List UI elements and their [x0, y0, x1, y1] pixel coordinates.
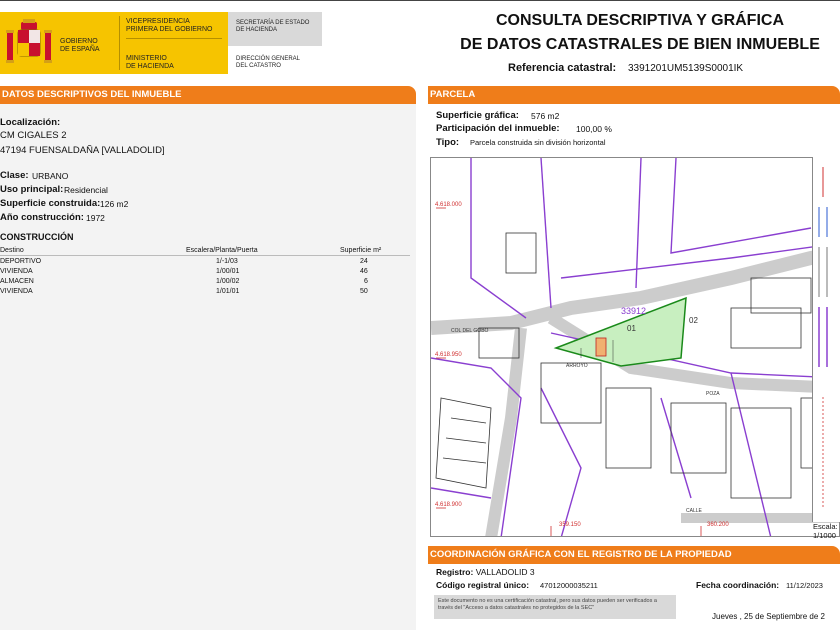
cadastral-map[interactable] [430, 157, 840, 537]
ministerio-label: MINISTERIO DE HACIENDA [126, 55, 174, 70]
street-del-gobo-label: COL DEL GOBO [451, 328, 489, 334]
ref-catastral-value: 3391201UM5139S0001IK [628, 63, 744, 74]
section-bar-coordinacion: COORDINACIÓN GRÁFICA CON EL REGISTRO DE LA PROPIEDAD [428, 546, 840, 564]
document-title-line2: DE DATOS CATASTRALES DE BIEN INMUEBLE [460, 36, 820, 53]
clase-label: Clase: [0, 170, 29, 181]
logo-divider-h [126, 38, 222, 39]
ref-catastral-label: Referencia catastral: [508, 62, 617, 74]
col-superficie: Superficie m² [340, 247, 382, 254]
subparcel-label-02: 02 [689, 316, 698, 325]
map-legend-strip [812, 157, 840, 522]
parcel-building-marker [596, 338, 606, 356]
escala-label: Escala: [813, 522, 838, 531]
coord-x2-label: 360.200 [707, 522, 729, 528]
table-row: VIVIENDA 1/00/01 46 [0, 268, 368, 275]
datos-descriptivos-panel [0, 104, 416, 630]
address-line2: 47194 FUENSALDAÑA [VALLADOLID] [0, 145, 165, 156]
street-poza-label: POZA [706, 391, 720, 397]
uso-label: Uso principal: [0, 184, 64, 195]
participacion-value: 100,00 % [576, 124, 612, 134]
codigo-value: 47012000035211 [540, 581, 598, 590]
document-title-line1: CONSULTA DESCRIPTIVA Y GRÁFICA [495, 12, 784, 29]
table-row: ALMACEN 1/00/02 6 [0, 278, 368, 285]
parcel-number-label: 33912 [621, 306, 647, 316]
construccion-table-header [0, 247, 410, 256]
registro-value: VALLADOLID 3 [475, 567, 535, 577]
superficie-value: 126 m2 [100, 199, 129, 209]
section-bar-parcela: PARCELA [428, 86, 840, 104]
coord-top-label: 4.618.000 [435, 202, 462, 208]
map-drawing [431, 158, 840, 537]
coord-bot-label: 4.618.900 [435, 502, 462, 508]
col-destino: Destino [0, 247, 24, 254]
col-escalera: Escalera/Planta/Puerta [186, 247, 258, 254]
spain-coat-of-arms-icon [5, 18, 53, 68]
secretaria-label: SECRETARÍA DE ESTADO DE HACIENDA [236, 20, 310, 33]
coord-mid-label: 4.618.950 [435, 352, 462, 358]
registro-label: Registro: VALLADOLID 3 [436, 567, 535, 577]
subparcel-label-01: 01 [627, 324, 636, 333]
logo-divider [119, 16, 120, 70]
construccion-title: CONSTRUCCIÓN [0, 232, 74, 242]
legend-drawing [813, 157, 840, 522]
escala-value: 1/1000 [813, 531, 836, 540]
clase-value: URBANO [32, 171, 69, 181]
address-line1: CM CIGALES 2 [0, 130, 67, 141]
table-row: DEPORTIVO 1/-1/03 24 [0, 258, 368, 265]
anio-value: 1972 [86, 213, 105, 223]
tipo-value: Parcela construida sin división horizontal [470, 138, 606, 147]
disclaimer-note: Este documento no es una certificación catastral, pero sus datos pueden ser verificados a través del "Acceso a datos catastrales no protegidos de la SEC" [434, 595, 676, 619]
anio-label: Año construcción: [0, 212, 84, 223]
section-bar-datos-descriptivos: DATOS DESCRIPTIVOS DEL INMUEBLE [0, 86, 416, 104]
uso-value: Residencial [64, 185, 108, 195]
codigo-label: Código registral único: [436, 580, 530, 590]
table-row: VIVIENDA 1/01/01 50 [0, 288, 368, 295]
fecha-label: Fecha coordinación: [696, 580, 780, 590]
tipo-label: Tipo: [436, 137, 460, 148]
localizacion-label: Localización: [0, 117, 61, 128]
street-arroyo-label: ARROYO [566, 363, 588, 369]
participacion-label: Participación del inmueble: [436, 123, 560, 134]
vicepresidencia-label: VICEPRESIDENCIA PRIMERA DEL GOBIERNO [126, 18, 213, 33]
sup-grafica-label: Superficie gráfica: [436, 110, 519, 121]
issue-date-line: Jueves , 25 de Septiembre de 2 [712, 612, 825, 621]
superficie-label: Superficie construida: [0, 198, 101, 209]
direccion-label: DIRECCIÓN GENERAL DEL CATASTRO [236, 56, 301, 69]
sup-grafica-value: 576 m2 [531, 111, 560, 121]
coord-x1-label: 359.150 [559, 522, 581, 528]
fecha-value: 11/12/2023 [786, 581, 823, 590]
gobierno-label: GOBIERNO DE ESPAÑA [60, 38, 100, 53]
street-calle-label: CALLE [686, 508, 702, 514]
